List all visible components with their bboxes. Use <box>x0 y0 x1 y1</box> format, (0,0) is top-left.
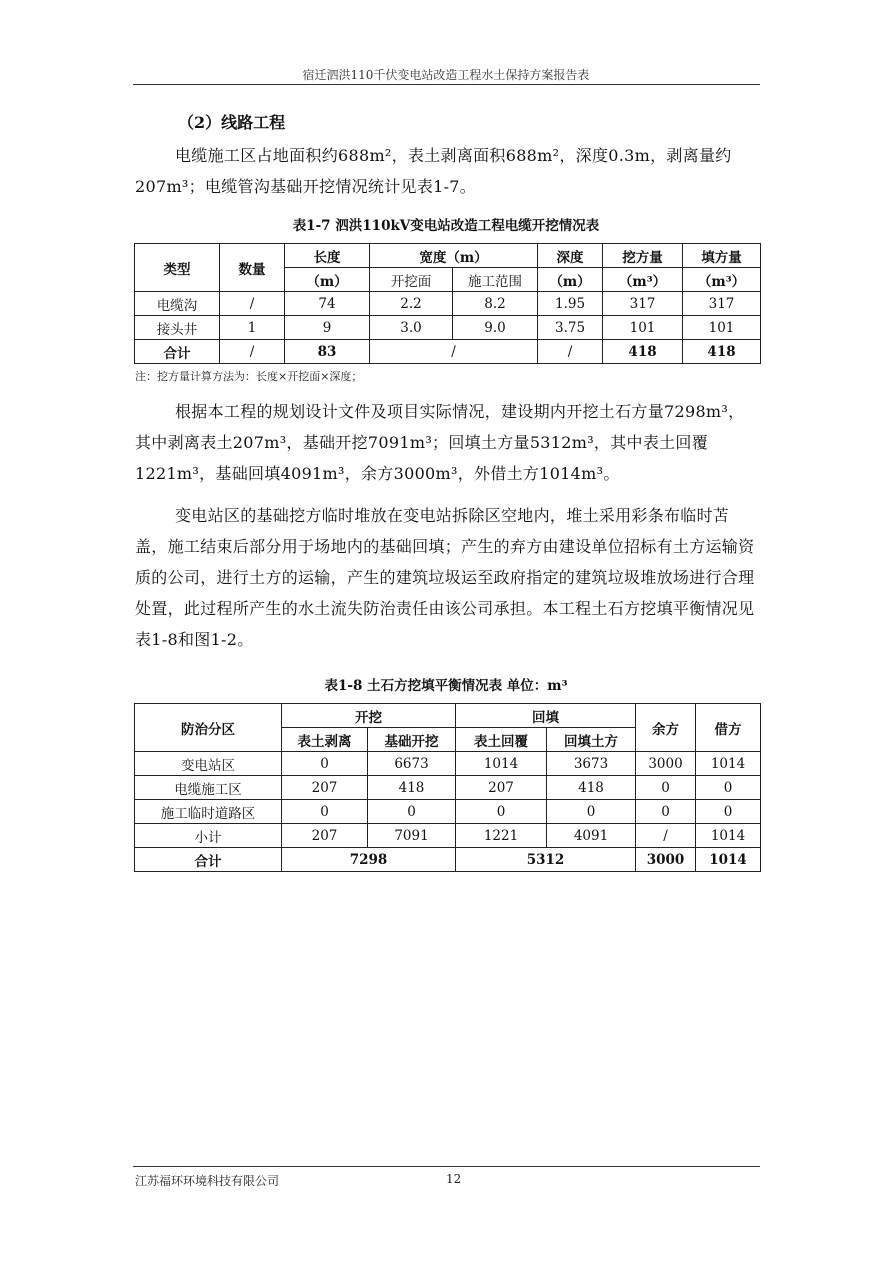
cell: 0 <box>456 800 547 824</box>
th-foundation: 基础开挖 <box>368 728 456 752</box>
cell: 接头井 <box>135 316 220 340</box>
cell: 207 <box>282 824 368 848</box>
th-fill: 填方量 <box>683 244 761 268</box>
table-1-8-caption: 表1-8 土石方挖填平衡情况表 单位：m³ <box>324 678 568 694</box>
th-width-range: 施工范围 <box>453 268 538 292</box>
cell: 合计 <box>135 340 220 364</box>
cell: / <box>220 292 285 316</box>
cell: 0 <box>368 800 456 824</box>
cell: 合计 <box>135 848 282 872</box>
th-strip: 表土剥离 <box>282 728 368 752</box>
cell: 9 <box>285 316 370 340</box>
cell: / <box>220 340 285 364</box>
table-1-8 <box>134 703 761 872</box>
cell: 3000 <box>636 752 696 776</box>
cell: 207 <box>456 776 547 800</box>
cell: 8.2 <box>453 292 538 316</box>
cell: 1014 <box>456 752 547 776</box>
cell: 1.95 <box>538 292 603 316</box>
cell: 施工临时道路区 <box>135 800 282 824</box>
paragraph-2: 根据本工程的规划设计文件及项目实际情况，建设期内开挖土石方量7298m³，其中剥离表土207m³，基础开挖7091m³；回填土方量5312m³，其中表土回覆1221m³，基础回填4091m³，余方3000m³，外借土方1014m³。 <box>135 402 745 483</box>
th-depth: 深度 <box>538 244 603 268</box>
section-heading: （2）线路工程 <box>178 113 286 132</box>
paragraph-1: 电缆施工区占地面积约688m²，表土剥离面积688m²，深度0.3m，剥离量约207m³；电缆管沟基础开挖情况统计见表1-7。 <box>135 146 732 196</box>
cell: 7298 <box>282 848 456 872</box>
th-borrow: 借方 <box>696 704 761 752</box>
cell: 0 <box>696 776 761 800</box>
cell: 1014 <box>696 824 761 848</box>
th-type: 类型 <box>135 244 220 292</box>
cell: 9.0 <box>453 316 538 340</box>
table-row <box>135 800 761 824</box>
th-length-unit: （m） <box>285 268 370 292</box>
table-row <box>135 776 761 800</box>
table-1-7 <box>134 243 761 364</box>
cell: 电缆施工区 <box>135 776 282 800</box>
table-row <box>135 824 761 848</box>
cell: 0 <box>547 800 636 824</box>
cell: 418 <box>603 340 683 364</box>
footer-company: 江苏福环环境科技有限公司 <box>135 1174 280 1188</box>
cell: 3673 <box>547 752 636 776</box>
cell: 74 <box>285 292 370 316</box>
cell: 317 <box>603 292 683 316</box>
cell: 0 <box>696 800 761 824</box>
cell: 5312 <box>456 848 636 872</box>
cell: / <box>370 340 538 364</box>
th-zone: 防治分区 <box>135 704 282 752</box>
th-topsoil: 表土回覆 <box>456 728 547 752</box>
th-backfill: 回填 <box>456 704 636 728</box>
th-count: 数量 <box>220 244 285 292</box>
page-header: 宿迁泗洪110千伏变电站改造工程水土保持方案报告表 <box>302 68 590 82</box>
th-width-open: 开挖面 <box>370 268 453 292</box>
cell: 0 <box>636 800 696 824</box>
cell: 6673 <box>368 752 456 776</box>
cell: 7091 <box>368 824 456 848</box>
table-1-7-caption: 表1-7 泗洪110kV变电站改造工程电缆开挖情况表 <box>292 218 600 234</box>
th-excavation: 挖方量 <box>603 244 683 268</box>
header-rule <box>133 84 760 85</box>
cell: 418 <box>368 776 456 800</box>
footer-rule <box>133 1166 760 1167</box>
cell: 小计 <box>135 824 282 848</box>
table-total-row <box>135 848 761 872</box>
th-refill: 回填土方 <box>547 728 636 752</box>
th-excavate: 开挖 <box>282 704 456 728</box>
cell: 418 <box>547 776 636 800</box>
cell: 1014 <box>696 752 761 776</box>
cell: 83 <box>285 340 370 364</box>
cell: 2.2 <box>370 292 453 316</box>
table-total-row <box>135 340 761 364</box>
cell: 101 <box>603 316 683 340</box>
table-row <box>135 316 761 340</box>
cell: 418 <box>683 340 761 364</box>
cell: 4091 <box>547 824 636 848</box>
cell: / <box>636 824 696 848</box>
cell: 317 <box>683 292 761 316</box>
cell: 1221 <box>456 824 547 848</box>
th-depth-unit: （m） <box>538 268 603 292</box>
cell: 3000 <box>636 848 696 872</box>
th-fill-unit: （m³） <box>683 268 761 292</box>
th-excavation-unit: （m³） <box>603 268 683 292</box>
cell: 101 <box>683 316 761 340</box>
cell: 1014 <box>696 848 761 872</box>
page-number: 12 <box>446 1172 462 1186</box>
table-row <box>135 292 761 316</box>
cell: 1 <box>220 316 285 340</box>
cell: 电缆沟 <box>135 292 220 316</box>
cell: 3.75 <box>538 316 603 340</box>
table-row <box>135 752 761 776</box>
cell: 207 <box>282 776 368 800</box>
th-width: 宽度（m） <box>370 244 538 268</box>
th-surplus: 余方 <box>636 704 696 752</box>
cell: 0 <box>282 800 368 824</box>
table-note: 注：挖方量计算方法为：长度×开挖面×深度； <box>135 370 363 383</box>
cell: 3.0 <box>370 316 453 340</box>
cell: 变电站区 <box>135 752 282 776</box>
cell: 0 <box>636 776 696 800</box>
cell: 0 <box>282 752 368 776</box>
cell: / <box>538 340 603 364</box>
th-length: 长度 <box>285 244 370 268</box>
paragraph-3: 变电站区的基础挖方临时堆放在变电站拆除区空地内，堆土采用彩条布临时苫盖，施工结束后部分用于场地内的基础回填；产生的弃方由建设单位招标有土方运输资质的公司，进行土方的运输，产生的建筑垃圾运至政府指定的建筑垃圾堆放场进行合理处置，此过程所产生的水土流失防治责任由该公司承担。本工程土石方挖填平衡情况见表1-8和图1-2。 <box>135 506 755 649</box>
